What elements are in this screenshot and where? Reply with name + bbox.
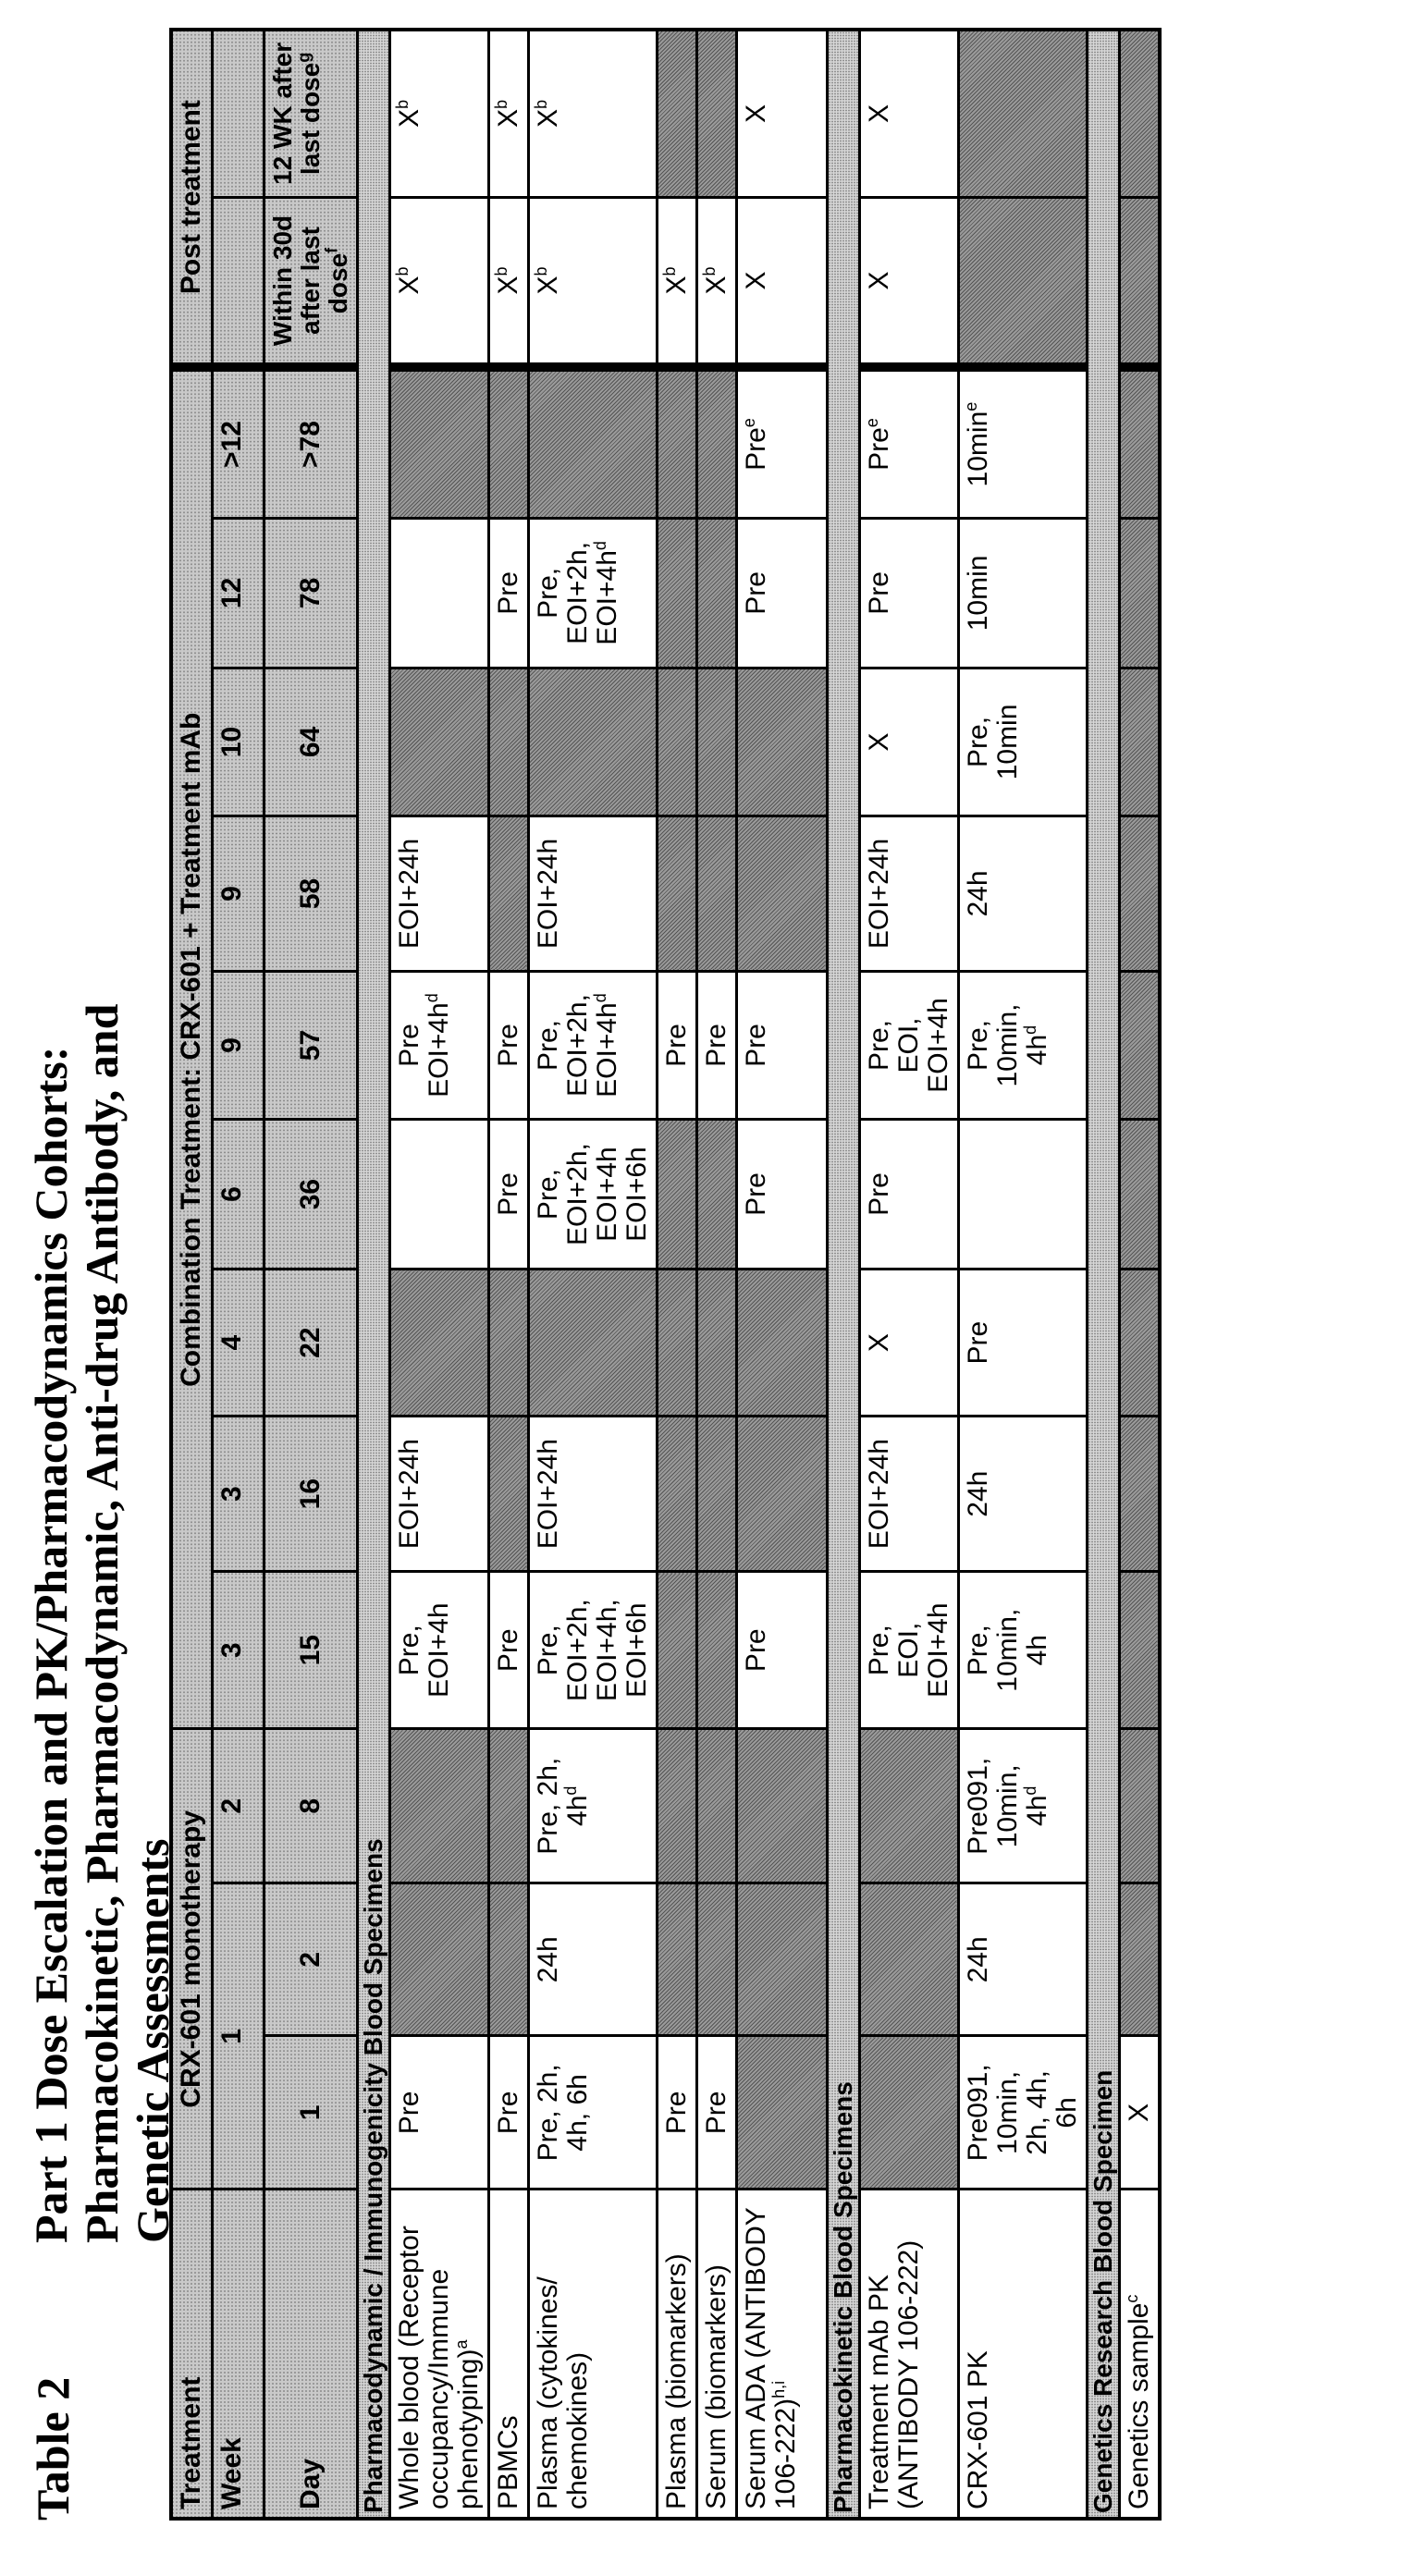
- not-applicable-cell: [1119, 1120, 1160, 1270]
- not-applicable-cell: [657, 367, 696, 518]
- not-applicable-cell: [389, 1729, 488, 1883]
- schedule-cell: EOI+24h: [859, 816, 958, 971]
- schedule-cell: Pre, EOI+2h, EOI+4h, EOI+6h: [528, 1572, 657, 1729]
- schedule-cell: Pre: [696, 2036, 736, 2190]
- group-combination: Combination Treatment: CRX-601 + Treatment mAb: [171, 367, 212, 1728]
- week-cell: 2: [212, 1729, 264, 1883]
- not-applicable-cell: [657, 1729, 696, 1883]
- not-applicable-cell: [736, 1417, 827, 1572]
- assessment-schedule-table: [169, 28, 1162, 2521]
- row-label: Serum ADA (ANTIBODY 106-222)$^{h,i}$: [736, 2190, 827, 2519]
- not-applicable-cell: [696, 518, 736, 668]
- not-applicable-cell: [488, 1729, 528, 1883]
- not-applicable-cell: [528, 367, 657, 518]
- schedule-cell: 10min: [958, 518, 1087, 668]
- not-applicable-cell: [696, 1883, 736, 2036]
- not-applicable-cell: [736, 1883, 827, 2036]
- schedule-cell: X: [859, 197, 958, 367]
- schedule-cell: Pre $EOI+4h^d$: [389, 972, 488, 1120]
- table-body: [357, 30, 1160, 2519]
- table-row: [958, 30, 1087, 2519]
- row-label: Serum (biomarkers): [696, 2190, 736, 2519]
- table-row: [1119, 30, 1160, 2519]
- schedule-cell: Pre, EOI+4h: [389, 1572, 488, 1729]
- schedule-cell: X: [859, 1270, 958, 1417]
- schedule-cell: $X^b$: [488, 30, 528, 197]
- not-applicable-cell: [488, 1417, 528, 1572]
- day-cell: 2: [264, 1883, 357, 2036]
- row-label: Whole blood (Receptor occupancy/Immune phenotyping)$^a$: [389, 2190, 488, 2519]
- not-applicable-cell: [1119, 816, 1160, 971]
- not-applicable-cell: [657, 1270, 696, 1417]
- schedule-cell: Pre, 2h, 4h, 6h: [528, 2036, 657, 2190]
- section-row-pd: [357, 30, 389, 2519]
- schedule-cell: Pre$^e$: [859, 367, 958, 518]
- table-row: [389, 30, 488, 2519]
- schedule-cell: Pre: [488, 518, 528, 668]
- schedule-cell: EOI+24h: [528, 816, 657, 971]
- not-applicable-cell: [958, 197, 1087, 367]
- schedule-cell: Pre: [859, 1120, 958, 1270]
- not-applicable-cell: [736, 1729, 827, 1883]
- schedule-cell: $X^b$: [696, 197, 736, 367]
- schedule-cell: Pre: [859, 518, 958, 668]
- not-applicable-cell: [859, 2036, 958, 2190]
- treatment-label: Treatment: [171, 2190, 212, 2519]
- day-cell: >78: [264, 367, 357, 518]
- not-applicable-cell: [1119, 518, 1160, 668]
- week-cell: 9: [212, 972, 264, 1120]
- not-applicable-cell: [696, 1729, 736, 1883]
- day-cell: 15: [264, 1572, 357, 1729]
- day-cell: 36: [264, 1120, 357, 1270]
- not-applicable-cell: [1119, 1883, 1160, 2036]
- schedule-cell: 24h: [528, 1883, 657, 2036]
- not-applicable-cell: [1119, 1572, 1160, 1729]
- table-title: Part 1 Dose Escalation and PK/Pharmacodynamics Cohorts: Pharmacokinetic, Pharmacodynamic, Anti-drug Antibody, and Genetic Assessments: [25, 1003, 178, 2243]
- not-applicable-cell: [657, 30, 696, 197]
- schedule-cell: Pre: [736, 518, 827, 668]
- schedule-cell: Pre: [488, 1120, 528, 1270]
- day-label: Day: [264, 2190, 357, 2519]
- week-header-row: [212, 30, 264, 2519]
- group-post-treatment: Post treatment: [171, 30, 212, 367]
- schedule-cell: Pre091, 10min, $4h^d$: [958, 1729, 1087, 1883]
- day-header-row: [264, 30, 357, 2519]
- table-number: Table 2: [27, 2376, 79, 2521]
- schedule-cell: Pre: [488, 972, 528, 1120]
- schedule-cell: $X^b$: [528, 197, 657, 367]
- schedule-cell: Pre, EOI, EOI+4h: [859, 972, 958, 1120]
- not-applicable-cell: [696, 1417, 736, 1572]
- schedule-cell: X: [859, 30, 958, 197]
- schedule-cell: Pre: [958, 1270, 1087, 1417]
- not-applicable-cell: [1119, 972, 1160, 1120]
- week-cell: 10: [212, 668, 264, 816]
- week-cell: 3: [212, 1417, 264, 1572]
- schedule-cell: X: [859, 668, 958, 816]
- week-cell: >12: [212, 367, 264, 518]
- not-applicable-cell: [528, 1270, 657, 1417]
- not-applicable-cell: [389, 367, 488, 518]
- schedule-cell: Pre: [736, 1572, 827, 1729]
- schedule-cell: 24h: [958, 1883, 1087, 2036]
- not-applicable-cell: [696, 816, 736, 971]
- not-applicable-cell: [696, 668, 736, 816]
- schedule-cell: Pre, EOI+2h, $EOI+4h^d$: [528, 972, 657, 1120]
- not-applicable-cell: [1119, 1270, 1160, 1417]
- schedule-cell: Pre: [657, 972, 696, 1120]
- row-label: Plasma (cytokines/ chemokines): [528, 2190, 657, 2519]
- row-label: PBMCs: [488, 2190, 528, 2519]
- schedule-cell: $X^b$: [488, 197, 528, 367]
- post-col-within-30d: Within 30d after last dose$^f$: [264, 197, 357, 367]
- day-cell: 57: [264, 972, 357, 1120]
- table-row: [859, 30, 958, 2519]
- schedule-cell: Pre, 10min, $4h^d$: [958, 972, 1087, 1120]
- not-applicable-cell: [1119, 367, 1160, 518]
- schedule-cell: Pre: [488, 1572, 528, 1729]
- row-label: Genetics sample$^c$: [1119, 2190, 1160, 2519]
- row-label: Plasma (biomarkers): [657, 2190, 696, 2519]
- schedule-cell: Pre: [488, 2036, 528, 2190]
- schedule-cell: Pre, EOI+2h, $EOI+4h^d$: [528, 518, 657, 668]
- schedule-cell: EOI+24h: [859, 1417, 958, 1572]
- day-cell: 8: [264, 1729, 357, 1883]
- week-cell-empty: [212, 30, 264, 197]
- row-label: Treatment mAb PK (ANTIBODY 106-222): [859, 2190, 958, 2519]
- not-applicable-cell: [657, 1572, 696, 1729]
- table-row: [488, 30, 528, 2519]
- day-cell: 22: [264, 1270, 357, 1417]
- not-applicable-cell: [389, 1270, 488, 1417]
- schedule-cell: $X^b$: [657, 197, 696, 367]
- table-row: [657, 30, 696, 2519]
- not-applicable-cell: [488, 1883, 528, 2036]
- schedule-cell: Pre, 10min: [958, 668, 1087, 816]
- schedule-cell: $X^b$: [528, 30, 657, 197]
- not-applicable-cell: [1119, 30, 1160, 197]
- schedule-cell: Pre$^e$: [736, 367, 827, 518]
- schedule-cell: Pre: [736, 972, 827, 1120]
- table-row: [736, 30, 827, 2519]
- day-cell: 1: [264, 2036, 357, 2190]
- not-applicable-cell: [736, 1270, 827, 1417]
- day-cell: 16: [264, 1417, 357, 1572]
- not-applicable-cell: [1119, 668, 1160, 816]
- week-cell: 12: [212, 518, 264, 668]
- schedule-cell: 24h: [958, 816, 1087, 971]
- section-row-pk: [827, 30, 859, 2519]
- not-applicable-cell: [389, 668, 488, 816]
- schedule-cell: Pre091, 10min, 2h, 4h, 6h: [958, 2036, 1087, 2190]
- schedule-cell: 24h: [958, 1417, 1087, 1572]
- not-applicable-cell: [696, 30, 736, 197]
- week-label: Week: [212, 2190, 264, 2519]
- not-applicable-cell: [528, 668, 657, 816]
- not-applicable-cell: [1119, 1417, 1160, 1572]
- not-applicable-cell: [657, 518, 696, 668]
- not-applicable-cell: [488, 1270, 528, 1417]
- not-applicable-cell: [657, 1120, 696, 1270]
- schedule-cell: [389, 1120, 488, 1270]
- week-cell: 4: [212, 1270, 264, 1417]
- week-cell: 9: [212, 816, 264, 971]
- group-monotherapy: CRX-601 monotherapy: [171, 1729, 212, 2190]
- not-applicable-cell: [859, 1883, 958, 2036]
- not-applicable-cell: [488, 816, 528, 971]
- not-applicable-cell: [736, 2036, 827, 2190]
- schedule-cell: Pre: [736, 1120, 827, 1270]
- schedule-cell: Pre: [657, 2036, 696, 2190]
- schedule-cell: EOI+24h: [528, 1417, 657, 1572]
- schedule-cell: [389, 518, 488, 668]
- table-row: [696, 30, 736, 2519]
- post-col-12wk: 12 WK after last dose$^g$: [264, 30, 357, 197]
- section-header: Pharmacodynamic / Immunogenicity Blood Specimens: [357, 30, 389, 2519]
- week-cell-empty: [212, 197, 264, 367]
- not-applicable-cell: [657, 1417, 696, 1572]
- not-applicable-cell: [696, 1572, 736, 1729]
- not-applicable-cell: [696, 1270, 736, 1417]
- section-row-gen: [1087, 30, 1119, 2519]
- section-header: Genetics Research Blood Specimen: [1087, 30, 1119, 2519]
- schedule-cell: Pre, EOI, EOI+4h: [859, 1572, 958, 1729]
- week-cell: 6: [212, 1120, 264, 1270]
- not-applicable-cell: [488, 668, 528, 816]
- schedule-cell: Pre, 2h, $4h^d$: [528, 1729, 657, 1883]
- not-applicable-cell: [958, 30, 1087, 197]
- schedule-cell: Pre: [389, 2036, 488, 2190]
- not-applicable-cell: [736, 816, 827, 971]
- not-applicable-cell: [657, 1883, 696, 2036]
- not-applicable-cell: [488, 367, 528, 518]
- schedule-cell: Pre, EOI+2h, EOI+4h EOI+6h: [528, 1120, 657, 1270]
- not-applicable-cell: [657, 816, 696, 971]
- schedule-cell: EOI+24h: [389, 1417, 488, 1572]
- week-cell: 3: [212, 1572, 264, 1729]
- day-cell: 78: [264, 518, 357, 668]
- schedule-cell: $10\min^e$: [958, 367, 1087, 518]
- schedule-cell: EOI+24h: [389, 816, 488, 971]
- schedule-cell: Pre: [696, 972, 736, 1120]
- not-applicable-cell: [657, 668, 696, 816]
- day-cell: 58: [264, 816, 357, 971]
- table-row: [528, 30, 657, 2519]
- schedule-cell: Pre, 10min, 4h: [958, 1572, 1087, 1729]
- not-applicable-cell: [696, 367, 736, 518]
- schedule-cell: X: [736, 197, 827, 367]
- not-applicable-cell: [859, 1729, 958, 1883]
- treatment-header-row: [171, 30, 212, 2519]
- schedule-cell: $X^b$: [389, 197, 488, 367]
- not-applicable-cell: [736, 668, 827, 816]
- week-cell: 1: [212, 1883, 264, 2190]
- schedule-cell: X: [736, 30, 827, 197]
- schedule-cell: X: [1119, 2036, 1160, 2190]
- not-applicable-cell: [696, 1120, 736, 1270]
- not-applicable-cell: [1119, 197, 1160, 367]
- section-header: Pharmacokinetic Blood Specimens: [827, 30, 859, 2519]
- schedule-cell: [958, 1120, 1087, 1270]
- row-label: CRX-601 PK: [958, 2190, 1087, 2519]
- not-applicable-cell: [389, 1883, 488, 2036]
- schedule-cell: $X^b$: [389, 30, 488, 197]
- not-applicable-cell: [1119, 1729, 1160, 1883]
- day-cell: 64: [264, 668, 357, 816]
